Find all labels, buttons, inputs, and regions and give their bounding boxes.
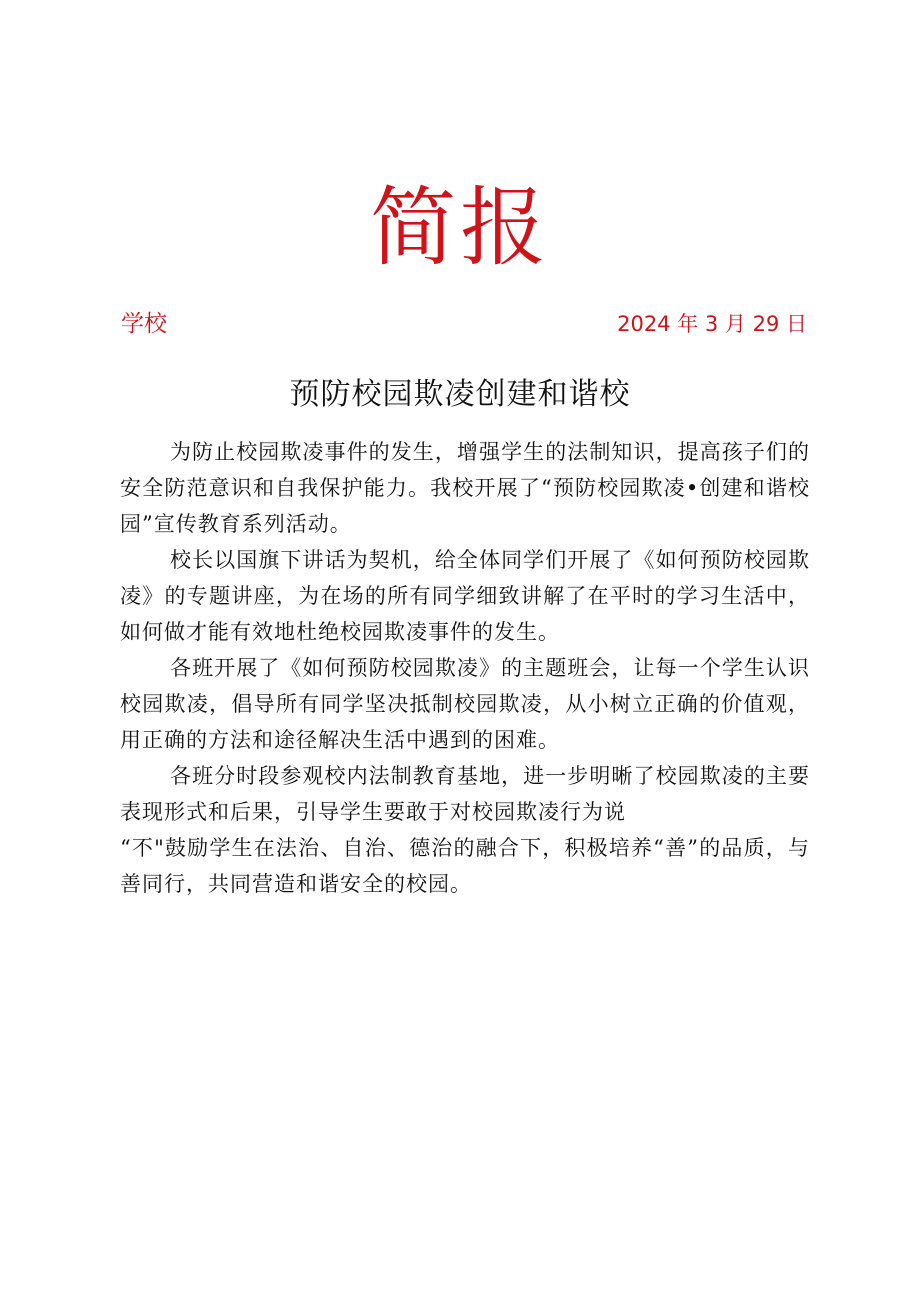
- article-body: [120, 434, 810, 902]
- issue-date: 2024 年 3 月 29 日: [617, 312, 807, 336]
- masthead-title: 简报: [370, 178, 550, 278]
- paragraph-1: 为防止校园欺凌事件的发生，增强学生的法制知识，提高孩子们的安全防范意识和自我保护能力。我校开展了“预防校园欺凌•创建和谐校园”宣传教育系列活动。: [120, 440, 810, 536]
- paragraph-3: 各班开展了《如何预防校园欺凌》的主题班会，让每一个学生认识校园欺凌，倡导所有同学坚决抵制校园欺凌，从小树立正确的价值观，用正确的方法和途径解决生活中遇到的困难。: [120, 656, 810, 752]
- paragraph-4-continuation: “不"鼓励学生在法治、自治、德治的融合下，积极培养“善”的品质，与善同行，共同营造和谐安全的校园。: [120, 836, 810, 896]
- paragraph-2: 校长以国旗下讲话为契机，给全体同学们开展了《如何预防校园欺凌》的专题讲座，为在场的所有同学细致讲解了在平时的学习生活中，如何做才能有效地杜绝校园欺凌事件的发生。: [120, 548, 810, 644]
- article-title: 预防校园欺凌创建和谐校: [289, 377, 631, 412]
- issuer-label: 学校: [121, 311, 167, 337]
- paragraph-4: 各班分时段参观校内法制教育基地，进一步明晰了校园欺凌的主要表现形式和后果，引导学生要敢于对校园欺凌行为说: [120, 764, 810, 824]
